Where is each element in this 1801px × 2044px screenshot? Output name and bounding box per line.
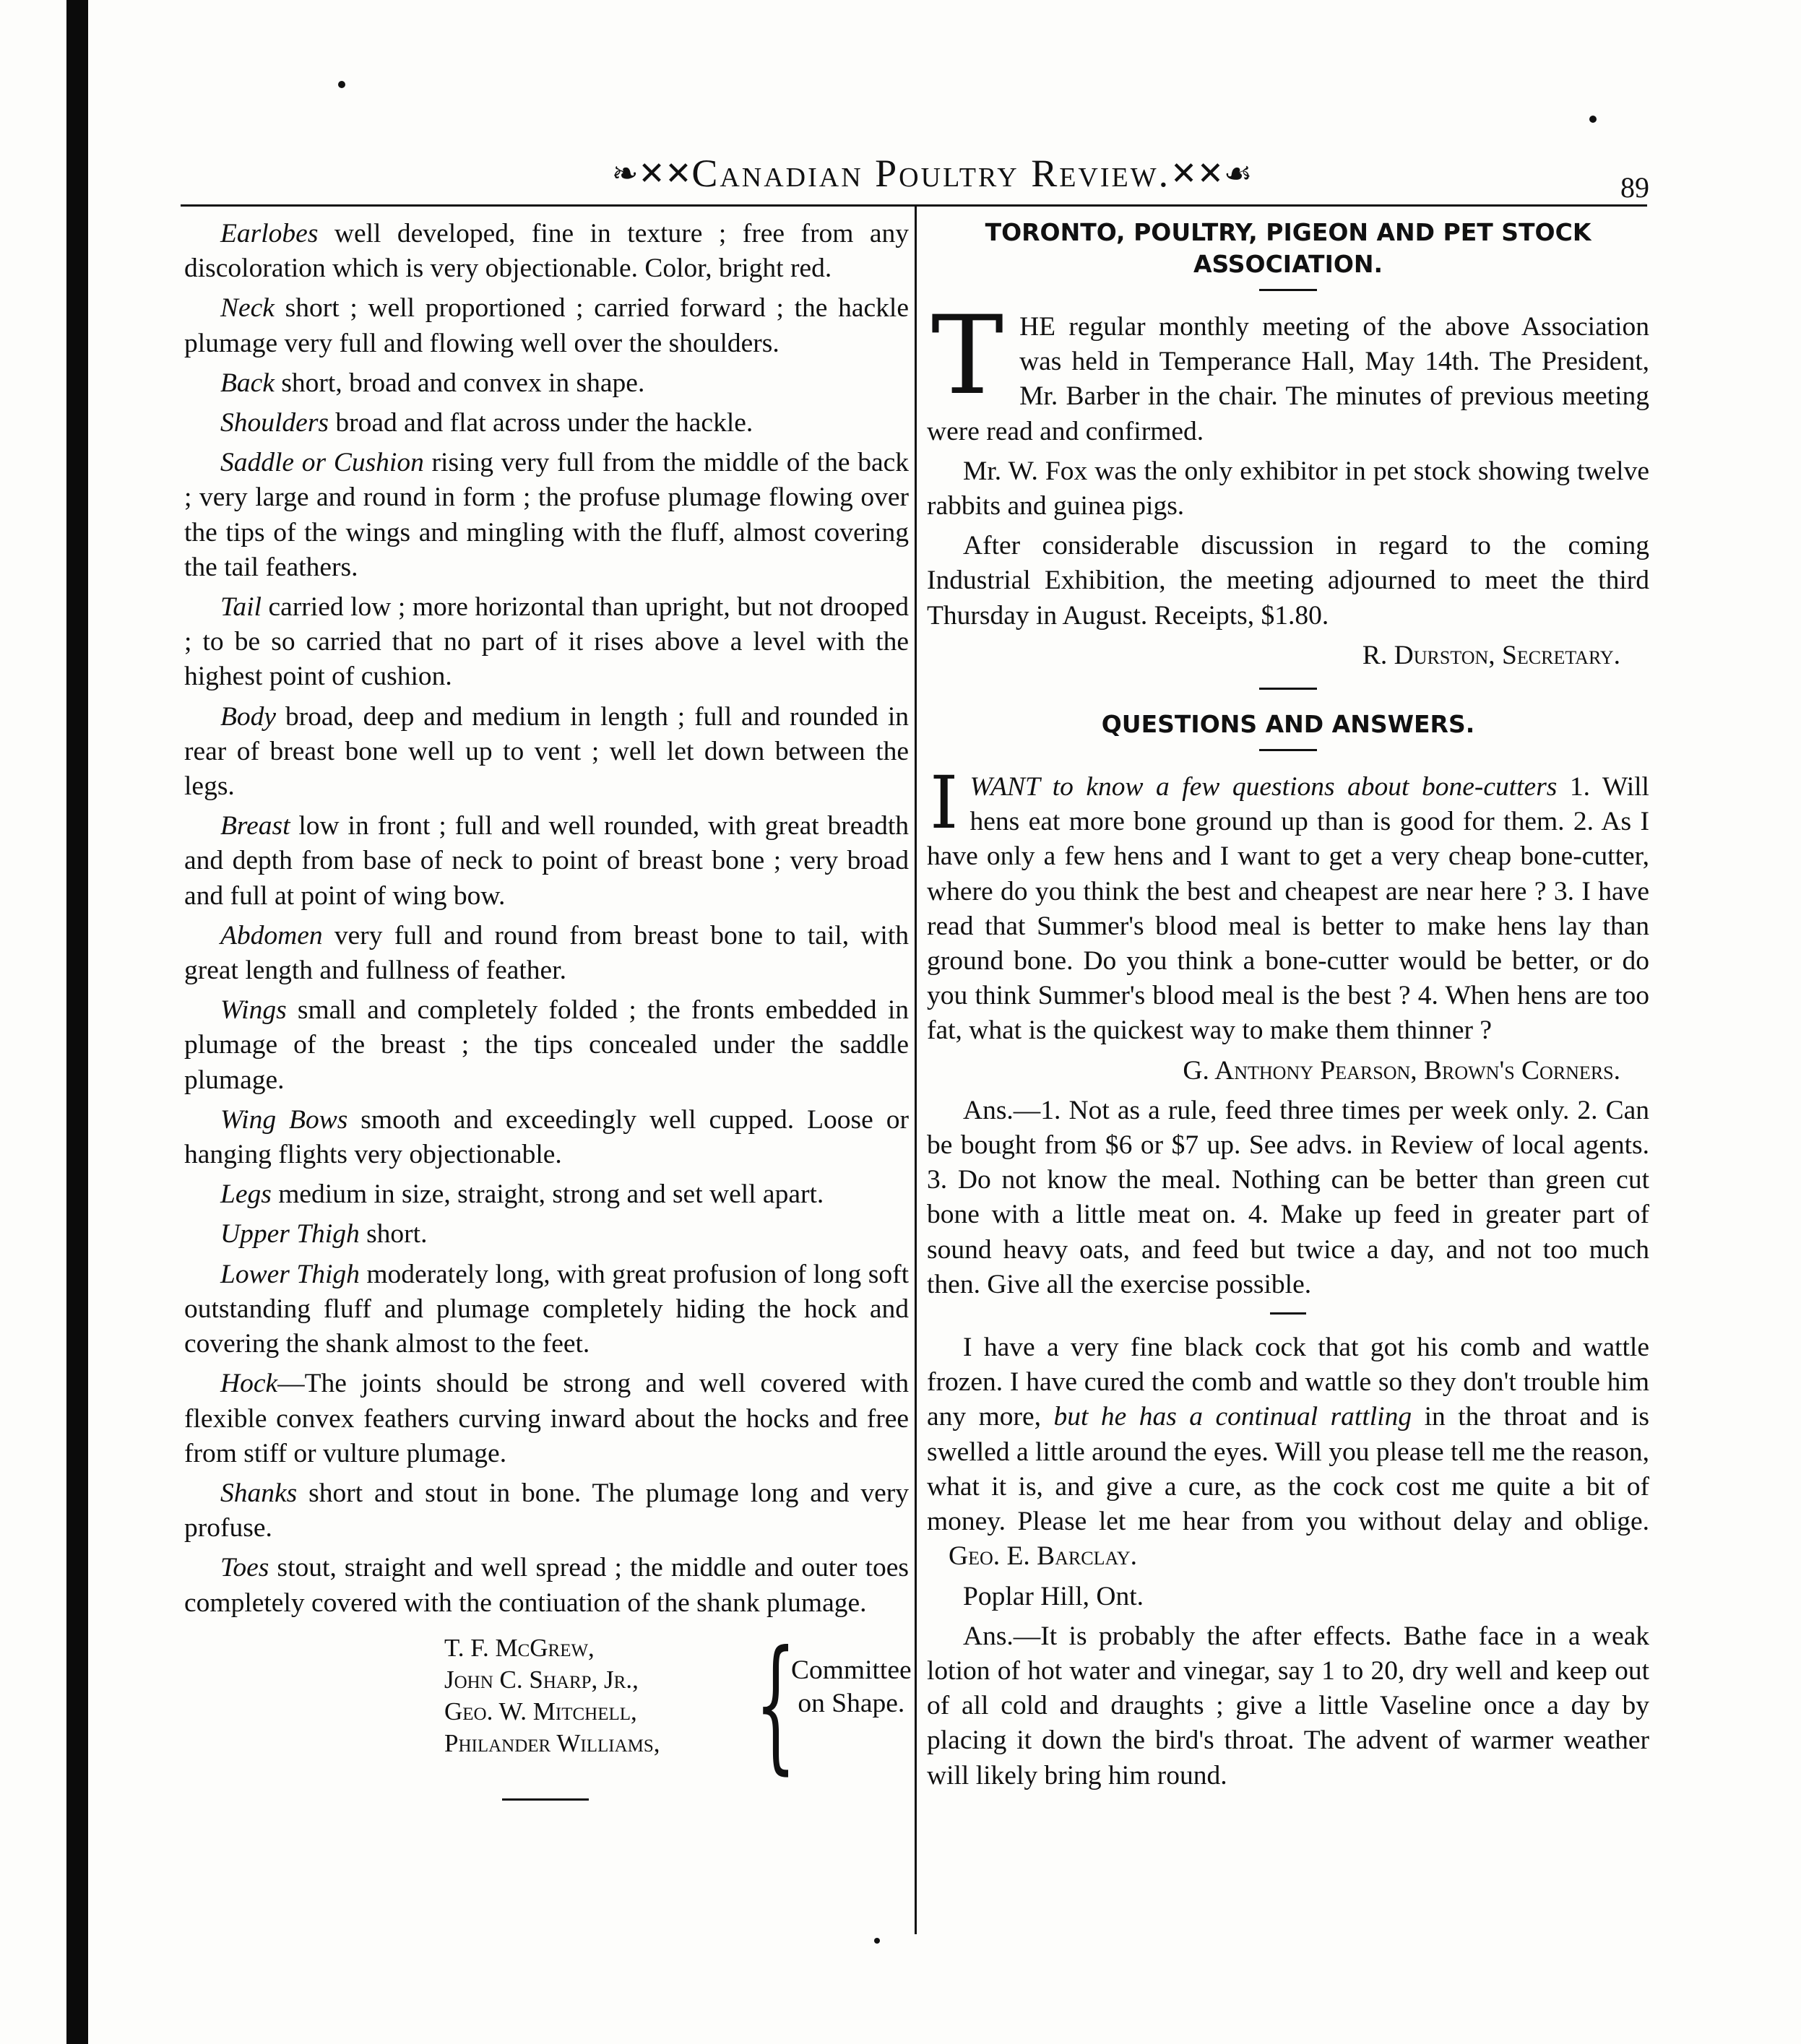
section-rule	[1270, 1312, 1306, 1315]
shape-standard-item	[184, 366, 909, 401]
association-minutes-paragraph: THE regular monthly meeting of the above Association was held in Temperance Hall, May 14th. The President, Mr. Barber in the chair. The minutes of previous meeting were read and confirmed.	[927, 293, 1649, 446]
drop-cap: T	[931, 293, 1004, 419]
shape-standard-item	[184, 919, 909, 988]
page-binding-edge	[66, 0, 88, 2044]
masthead-title: Canadian Poultry Review.	[691, 152, 1171, 195]
shape-standard-item	[184, 1551, 909, 1620]
article-title-questions-answers: QUESTIONS AND ANSWERS.	[1101, 710, 1475, 739]
committee-names	[444, 1632, 660, 1759]
shape-standard-item	[184, 217, 909, 286]
masthead-ornament-right: ✕✕☙	[1170, 155, 1253, 191]
masthead	[611, 144, 1253, 202]
shape-standard-description: well developed, fine in texture ; free from any discoloration which is very objectionable. Color, bright red.	[184, 219, 909, 284]
committee-name: Philander Williams,	[444, 1728, 660, 1757]
answer-paragraph: Ans.—It is probably the after effects. Bathe face in a weak lotion of hot water and vinegar, say 1 to 20, dry well and keep out of all cold and draughts ; give a little Vaseline once a day by placing it down the bird's throat. The advent of warmer weather will likely bring him round.	[927, 1621, 1649, 1790]
shape-standard-term: Wing Bows	[220, 1104, 348, 1135]
section-rule	[1259, 688, 1317, 690]
shape-standard-description: —The joints should be strong and well covered with flexible convex feathers curving inward about the hocks and free from stiff or vulture plumage.	[184, 1369, 909, 1468]
shape-standard-term: Neck	[220, 293, 275, 324]
letter-paragraph: I have a very fine black cock that got his comb and wattle frozen. I have cured the comb and wattle so they don't trouble him any more, but he has a continual rattling in the throat and is swelled a little around the eyes. Will you please tell me the reason, what it is, and give a cure, as the cock cost me quite a bit of money. Please let me hear from you without delay and oblige. Geo. E. Barclay.	[927, 1333, 1650, 1572]
right-column	[927, 217, 1649, 1798]
shape-standard-term: Hock	[220, 1369, 278, 1399]
shape-standard-term: Shoulders	[220, 408, 329, 438]
exhibitor-paragraph: Mr. W. Fox was the only exhibitor in pet stock showing twelve rabbits and guinea pigs.	[927, 456, 1649, 521]
shape-standard-term: Lower Thigh	[220, 1259, 360, 1289]
article-title-toronto-association: TORONTO, POULTRY, PIGEON AND PET STOCK ASSOCIATION.	[985, 218, 1591, 278]
shape-standard-item	[184, 291, 909, 360]
secretary-signature: R. Durston, Secretary.	[1362, 640, 1620, 670]
shape-standard-item	[184, 406, 909, 441]
shape-standard-term: Toes	[220, 1553, 269, 1583]
letter-signature: Geo. E. Barclay.	[949, 1541, 1138, 1572]
shape-standard-term: Earlobes	[220, 219, 319, 248]
shape-standard-description: short and stout in bone. The plumage long and very profuse.	[184, 1478, 909, 1543]
committee-brace: {	[755, 1619, 797, 1788]
shape-standard-term: Breast	[220, 811, 290, 841]
letter-place: Poplar Hill, Ont.	[963, 1581, 1144, 1611]
shape-standard-description: short.	[359, 1219, 428, 1250]
shape-standard-term: Tail	[220, 592, 262, 623]
drop-cap: I	[930, 761, 959, 846]
column-rule	[915, 204, 917, 1934]
shape-standard-description: stout, straight and well spread ; the middle and outer toes completely covered with the contiuation of the shank plumage.	[184, 1553, 909, 1618]
ink-speck	[338, 81, 345, 88]
committee-label: Committee on Shape.	[791, 1655, 912, 1718]
shape-standard-description: short, broad and convex in shape.	[274, 368, 645, 398]
shape-standard-term: Back	[220, 368, 275, 398]
shape-standard-item	[184, 1257, 909, 1362]
shape-standard-term: Legs	[220, 1179, 272, 1210]
shape-standard-description: moderately long, with great profusion of long soft outstanding fluff and plumage completely hiding the hock and covering the shank almost to the feet.	[184, 1259, 909, 1359]
left-column	[184, 217, 912, 1801]
shape-standard-item	[184, 1217, 909, 1252]
question-signature: G. Anthony Pearson, Brown's Corners.	[1183, 1055, 1620, 1086]
page-number: 89	[1620, 171, 1649, 204]
shape-standard-description: short ; well proportioned ; carried forward ; the hackle plumage very full and flowing well over the shoulders.	[184, 293, 909, 358]
end-rule	[502, 1798, 589, 1801]
adjournment-paragraph: After considerable discussion in regard to the coming Industrial Exhibition, the meeting adjourned to meet the third Thursday in August. Receipts, $1.80.	[927, 531, 1649, 631]
shape-standard-description: smooth and exceedingly well cupped. Loose or hanging flights very objectionable.	[184, 1104, 909, 1170]
shape-standard-description: broad, deep and medium in length ; full and rounded in rear of breast bone well up to vent ; well let down between the legs.	[184, 701, 909, 802]
shape-standard-item	[184, 809, 909, 914]
committee-name: John C. Sharp, Jr.,	[444, 1665, 639, 1694]
shape-standard-term: Wings	[220, 995, 287, 1026]
answer-paragraph: Ans.—1. Not as a rule, feed three times per week only. 2. Can be bought from $6 or $7 up. See advs. in Review of local agents. 3. Do not know the meal. Nothing can be better than green cut bone with a little meat on. 4. Make up feed in greater part of sound heavy oats, and feed but twice a day, and not too much then. Give all the exercise possible.	[927, 1095, 1649, 1299]
question-paragraph: I WANT to know a few questions about bone-cutters 1. Will hens eat more bone ground up than is good for them. 2. As I have only a few hens and I want to get a very cheap bone-cutter, where do you think the best and cheapest are near here ? 3. I have read that Summer's blood meal is better to make hens lay than ground bone. Do you think a bone-cutter would be better, or do you think Summer's blood meal is the best ? 4. When hens are too fat, what is the quickest way to make them thinner ?	[927, 761, 1649, 1046]
ink-speck	[1589, 116, 1597, 123]
shape-standard-description: medium in size, straight, strong and set well apart.	[271, 1179, 824, 1210]
shape-standard-description: carried low ; more horizontal than upright, but not drooped ; to be so carried that no part of it rises above a level with the highest point of cushion.	[184, 592, 909, 692]
committee-signature	[184, 1619, 912, 1788]
shape-standard-item	[184, 446, 909, 585]
shape-standard-description: small and completely folded ; the fronts embedded in plumage of the breast ; the tips concealed under the saddle plumage.	[184, 995, 909, 1095]
standard-of-shape-list	[184, 217, 909, 1621]
shape-standard-item	[184, 993, 909, 1098]
shape-standard-item	[184, 700, 909, 805]
shape-standard-term: Body	[220, 701, 277, 732]
shape-standard-description: rising very full from the middle of the back ; very large and round in form ; the profuse plumage flowing over the tips of the wings and mingling with the fluff, almost covering the tail feathers.	[184, 448, 909, 582]
committee-name: T. F. McGrew,	[444, 1633, 595, 1662]
shape-standard-term: Saddle or Cushion	[220, 448, 424, 478]
shape-standard-description: broad and flat across under the hackle.	[329, 408, 753, 438]
shape-standard-description: very full and round from breast bone to tail, with great length and fullness of feather.	[184, 920, 909, 986]
shape-standard-item	[184, 1177, 909, 1212]
shape-standard-item	[184, 1103, 909, 1172]
shape-standard-description: low in front ; full and well rounded, with great breadth and depth from base of neck to point of breast bone ; very broad and full at point of wing bow.	[184, 811, 909, 911]
shape-standard-term: Shanks	[220, 1478, 298, 1508]
masthead-ornament-left: ❧✕✕	[611, 155, 692, 191]
shape-standard-item	[184, 1476, 909, 1546]
committee-name: Geo. W. Mitchell,	[444, 1697, 637, 1725]
title-rule	[1259, 289, 1317, 291]
title-rule	[1259, 749, 1317, 751]
shape-standard-item	[184, 1367, 909, 1471]
shape-standard-term: Abdomen	[220, 920, 323, 950]
header-rule	[181, 204, 1647, 207]
shape-standard-item	[184, 590, 909, 695]
shape-standard-term: Upper Thigh	[220, 1219, 360, 1250]
ink-speck	[874, 1938, 880, 1944]
